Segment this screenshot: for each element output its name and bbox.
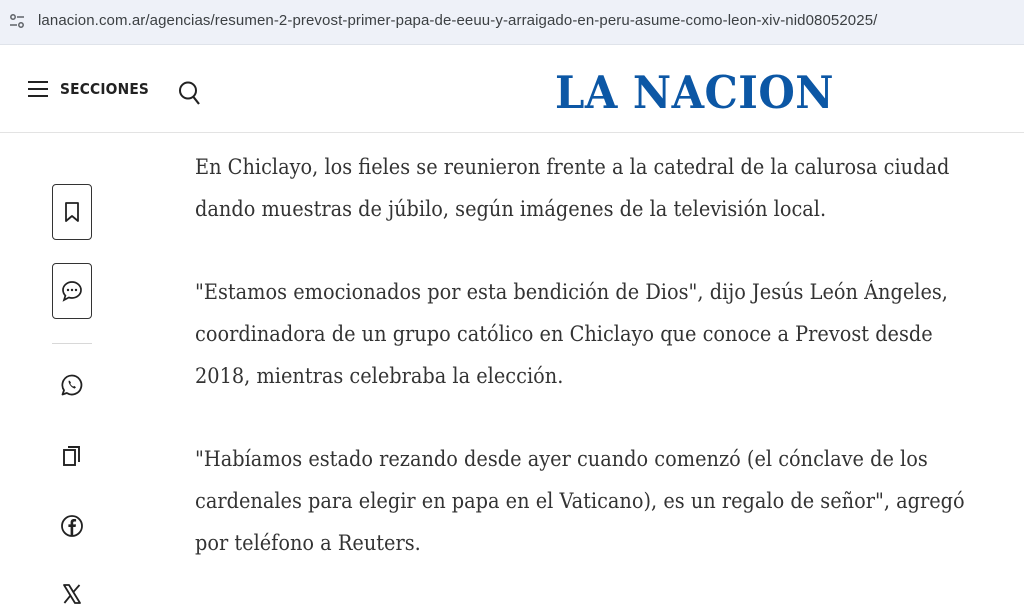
site-header	[0, 52, 1024, 133]
share-whatsapp-button[interactable]	[60, 373, 84, 397]
bookmark-icon	[63, 201, 81, 223]
site-logo[interactable]: LA NACION	[555, 66, 834, 119]
share-facebook-button[interactable]	[60, 514, 84, 538]
search-icon[interactable]	[178, 80, 202, 106]
site-info-icon[interactable]	[9, 13, 25, 29]
facebook-icon	[60, 514, 84, 538]
address-bar[interactable]	[0, 0, 1024, 45]
copy-icon	[61, 443, 83, 469]
article-paragraph: "Estamos emocionados por esta bendición de Dios", dijo Jesús León Ángeles, coordinadora de un grupo católico en Chiclayo que conoce a Prevost desde 2018, mientras celebraba la elección.	[195, 280, 948, 388]
article-paragraph: En Chiclayo, los fieles se reunieron frente a la catedral de la calurosa ciudad dando muestras de júbilo, según imágenes de la televisión local.	[195, 155, 950, 221]
rail-divider	[52, 343, 92, 344]
share-x-button[interactable]	[60, 582, 84, 606]
copy-link-button[interactable]	[60, 444, 84, 468]
comment-icon	[61, 280, 83, 302]
bookmark-button[interactable]	[52, 184, 92, 240]
hamburger-menu-icon	[28, 80, 48, 98]
article-body	[195, 146, 985, 605]
x-icon	[61, 583, 83, 605]
article-paragraph: "Habíamos estado rezando desde ayer cuando comenzó (el cónclave de los cardenales para elegir en papa en el Vaticano), es un regalo de señor", agregó por teléfono a Reuters.	[195, 447, 965, 555]
sections-menu-button[interactable]	[28, 80, 157, 98]
comments-button[interactable]	[52, 263, 92, 319]
url-text[interactable]: lanacion.com.ar/agencias/resumen-2-prevost-primer-papa-de-eeuu-y-arraigado-en-peru-asume-como-leon-xiv-nid08052025/	[38, 12, 878, 29]
sections-menu-label: SECCIONES	[60, 80, 150, 98]
whatsapp-icon	[60, 373, 84, 397]
